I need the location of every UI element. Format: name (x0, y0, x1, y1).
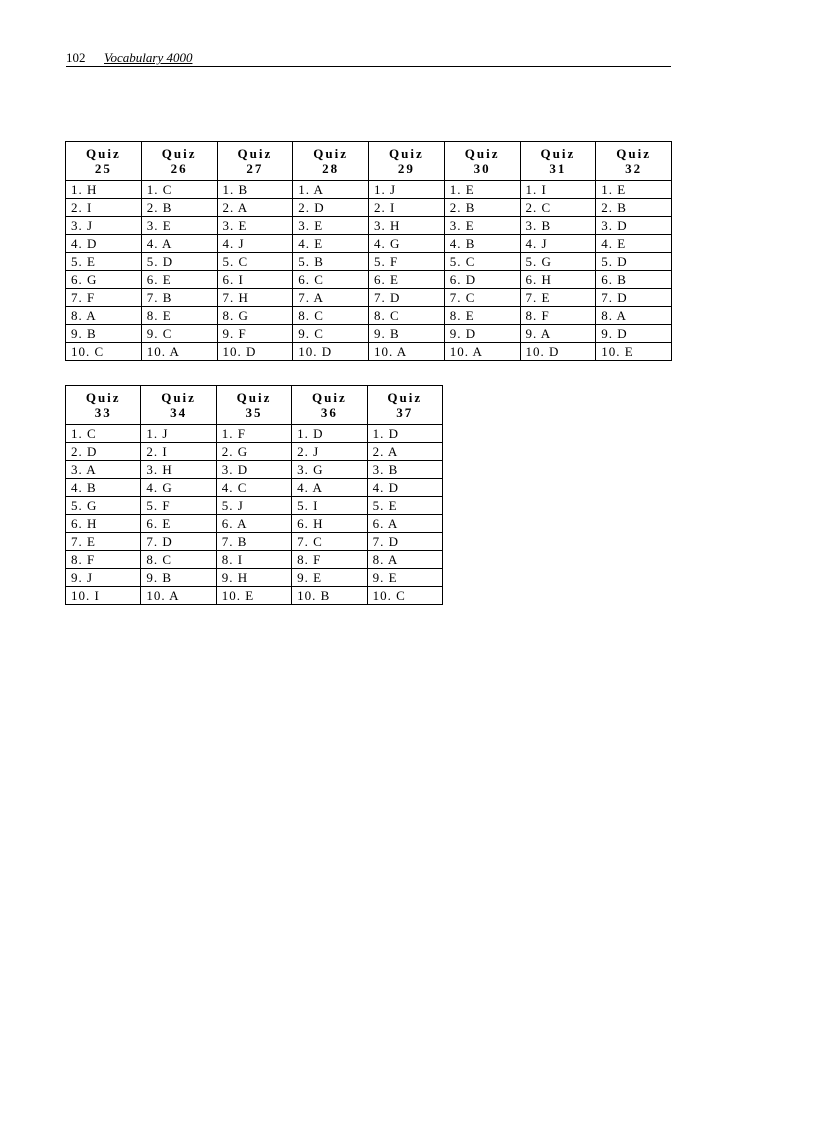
answer-row (66, 533, 443, 551)
answer-cell: 5. G (66, 497, 141, 515)
quiz-number: 28 (322, 161, 340, 176)
answer-cell: 3. B (367, 461, 442, 479)
answer-cell: 5. D (141, 253, 217, 271)
quiz-header (66, 386, 141, 425)
answer-cell: 6. I (217, 271, 293, 289)
quiz-label: Quiz (85, 390, 121, 405)
answer-cell: 4. D (367, 479, 442, 497)
quiz-header (292, 386, 367, 425)
answer-row (66, 217, 672, 235)
answer-cell: 9. H (216, 569, 291, 587)
answer-cell: 7. E (520, 289, 596, 307)
answer-row (66, 497, 443, 515)
answer-row (66, 569, 443, 587)
answer-cell: 2. A (367, 443, 442, 461)
answer-cell: 3. E (141, 217, 217, 235)
quiz-header-row (66, 386, 443, 425)
answer-cell: 1. I (520, 181, 596, 199)
answer-cell: 6. C (293, 271, 369, 289)
answer-row (66, 443, 443, 461)
answer-cell: 1. D (292, 425, 367, 443)
answer-cell: 2. J (292, 443, 367, 461)
answer-row (66, 587, 443, 605)
quiz-number: 26 (170, 161, 188, 176)
quiz-number: 27 (246, 161, 264, 176)
answer-cell: 9. B (369, 325, 445, 343)
answer-cell: 1. A (293, 181, 369, 199)
answer-cell: 4. E (596, 235, 672, 253)
quiz-number: 25 (94, 161, 112, 176)
answer-cell: 7. C (292, 533, 367, 551)
answer-cell: 5. J (216, 497, 291, 515)
answer-cell: 7. D (369, 289, 445, 307)
answer-cell: 9. F (217, 325, 293, 343)
answer-row (66, 199, 672, 217)
quiz-header-row (66, 142, 672, 181)
answer-cell: 8. A (367, 551, 442, 569)
answer-cell: 10. A (369, 343, 445, 361)
answer-cell: 10. A (141, 587, 216, 605)
answer-cell: 3. J (66, 217, 142, 235)
answer-cell: 3. E (217, 217, 293, 235)
answer-row (66, 325, 672, 343)
answer-cell: 2. B (141, 199, 217, 217)
answer-cell: 5. G (520, 253, 596, 271)
answer-cell: 8. C (293, 307, 369, 325)
quiz-number: 30 (473, 161, 491, 176)
answer-cell: 1. F (216, 425, 291, 443)
answer-cell: 10. E (596, 343, 672, 361)
answer-key-table-2 (65, 385, 443, 605)
answer-cell: 9. J (66, 569, 141, 587)
answer-cell: 7. D (367, 533, 442, 551)
answer-cell: 8. G (217, 307, 293, 325)
answer-cell: 4. A (141, 235, 217, 253)
quiz-number: 29 (397, 161, 415, 176)
answer-cell: 10. D (520, 343, 596, 361)
answer-cell: 4. D (66, 235, 142, 253)
answer-cell: 10. D (293, 343, 369, 361)
answer-cell: 9. B (66, 325, 142, 343)
quiz-label: Quiz (616, 146, 651, 161)
quiz-header (66, 142, 142, 181)
answer-key-table-1 (65, 141, 672, 361)
quiz-label: Quiz (161, 390, 196, 405)
answer-cell: 3. D (216, 461, 291, 479)
quiz-label: Quiz (389, 146, 424, 161)
answer-cell: 9. B (141, 569, 216, 587)
answer-cell: 9. E (292, 569, 367, 587)
answer-cell: 9. C (141, 325, 217, 343)
answer-cell: 3. B (520, 217, 596, 235)
answer-cell: 7. C (444, 289, 520, 307)
quiz-header (444, 142, 520, 181)
answer-cell: 9. C (293, 325, 369, 343)
answer-row (66, 343, 672, 361)
answer-cell: 4. E (293, 235, 369, 253)
answer-cell: 3. A (66, 461, 141, 479)
answer-cell: 9. D (596, 325, 672, 343)
book-title: Vocabulary 4000 (104, 50, 193, 65)
answer-cell: 8. E (141, 307, 217, 325)
answer-cell: 3. H (141, 461, 216, 479)
answer-cell: 3. E (444, 217, 520, 235)
answer-cell: 8. F (292, 551, 367, 569)
answer-cell: 10. E (216, 587, 291, 605)
answer-cell: 7. F (66, 289, 142, 307)
quiz-number: 33 (94, 405, 112, 420)
answer-cell: 10. C (367, 587, 442, 605)
quiz-header (217, 142, 293, 181)
answer-cell: 6. G (66, 271, 142, 289)
answer-cell: 2. I (66, 199, 142, 217)
answer-cell: 8. E (444, 307, 520, 325)
quiz-header (520, 142, 596, 181)
answer-cell: 7. D (596, 289, 672, 307)
answer-row (66, 515, 443, 533)
answer-cell: 4. B (444, 235, 520, 253)
quiz-header (369, 142, 445, 181)
answer-cell: 6. D (444, 271, 520, 289)
answer-cell: 1. B (217, 181, 293, 199)
answer-cell: 4. G (141, 479, 216, 497)
quiz-header (141, 142, 217, 181)
answer-cell: 10. A (141, 343, 217, 361)
answer-cell: 5. C (217, 253, 293, 271)
quiz-label: Quiz (86, 146, 121, 161)
answer-row (66, 461, 443, 479)
answer-cell: 2. I (369, 199, 445, 217)
answer-row (66, 551, 443, 569)
answer-row (66, 425, 443, 443)
quiz-header (216, 386, 291, 425)
answer-cell: 1. E (444, 181, 520, 199)
quiz-label: Quiz (464, 146, 500, 161)
quiz-number: 32 (625, 161, 643, 176)
answer-cell: 6. H (520, 271, 596, 289)
answer-cell: 4. B (66, 479, 141, 497)
answer-cell: 1. J (141, 425, 216, 443)
answer-cell: 9. E (367, 569, 442, 587)
answer-cell: 2. B (596, 199, 672, 217)
answer-cell: 8. A (596, 307, 672, 325)
answer-cell: 5. F (141, 497, 216, 515)
answer-row (66, 253, 672, 271)
answer-row (66, 271, 672, 289)
answer-cell: 3. H (369, 217, 445, 235)
quiz-label: Quiz (540, 146, 576, 161)
answer-cell: 7. B (216, 533, 291, 551)
answer-cell: 5. E (367, 497, 442, 515)
quiz-label: Quiz (236, 390, 272, 405)
answer-cell: 5. D (596, 253, 672, 271)
answer-cell: 6. B (596, 271, 672, 289)
answer-cell: 4. J (217, 235, 293, 253)
answer-cell: 6. E (141, 515, 216, 533)
page-header (66, 50, 671, 67)
answer-cell: 7. E (66, 533, 141, 551)
quiz-header (141, 386, 216, 425)
answer-cell: 6. A (216, 515, 291, 533)
answer-cell: 2. A (217, 199, 293, 217)
answer-cell: 1. J (369, 181, 445, 199)
answer-row (66, 307, 672, 325)
answer-cell: 2. I (141, 443, 216, 461)
answer-row (66, 289, 672, 307)
answer-cell: 5. I (292, 497, 367, 515)
answer-cell: 5. C (444, 253, 520, 271)
answer-cell: 1. C (141, 181, 217, 199)
answer-cell: 2. D (293, 199, 369, 217)
answer-cell: 2. B (444, 199, 520, 217)
answer-cell: 3. D (596, 217, 672, 235)
answer-cell: 2. G (216, 443, 291, 461)
quiz-label: Quiz (313, 146, 348, 161)
quiz-label: Quiz (387, 390, 423, 405)
answer-cell: 5. E (66, 253, 142, 271)
quiz-label: Quiz (161, 146, 197, 161)
answer-cell: 3. G (292, 461, 367, 479)
quiz-number: 34 (170, 405, 188, 420)
answer-cell: 6. H (66, 515, 141, 533)
answer-cell: 3. E (293, 217, 369, 235)
answer-cell: 9. A (520, 325, 596, 343)
quiz-label: Quiz (237, 146, 273, 161)
answer-cell: 8. C (141, 551, 216, 569)
answer-cell: 4. A (292, 479, 367, 497)
quiz-header (293, 142, 369, 181)
answer-cell: 4. J (520, 235, 596, 253)
quiz-number: 37 (396, 405, 414, 420)
answer-row (66, 479, 443, 497)
answer-cell: 9. D (444, 325, 520, 343)
answer-cell: 8. A (66, 307, 142, 325)
answer-cell: 1. H (66, 181, 142, 199)
answer-cell: 2. C (520, 199, 596, 217)
answer-cell: 2. D (66, 443, 141, 461)
answer-cell: 4. C (216, 479, 291, 497)
answer-cell: 10. C (66, 343, 142, 361)
answer-cell: 6. A (367, 515, 442, 533)
answer-cell: 7. A (293, 289, 369, 307)
answer-row (66, 235, 672, 253)
quiz-number: 35 (245, 405, 263, 420)
quiz-number: 36 (320, 405, 338, 420)
answer-cell: 10. A (444, 343, 520, 361)
quiz-label: Quiz (312, 390, 347, 405)
answer-cell: 10. B (292, 587, 367, 605)
answer-cell: 8. F (520, 307, 596, 325)
quiz-header (367, 386, 442, 425)
answer-cell: 8. C (369, 307, 445, 325)
answer-cell: 1. D (367, 425, 442, 443)
answer-cell: 10. I (66, 587, 141, 605)
answer-cell: 7. D (141, 533, 216, 551)
answer-cell: 1. E (596, 181, 672, 199)
answer-cell: 5. F (369, 253, 445, 271)
page-number: 102 (66, 50, 86, 65)
answer-cell: 6. H (292, 515, 367, 533)
answer-cell: 8. I (216, 551, 291, 569)
answer-cell: 4. G (369, 235, 445, 253)
answer-cell: 5. B (293, 253, 369, 271)
quiz-header (596, 142, 672, 181)
answer-cell: 1. C (66, 425, 141, 443)
answer-row (66, 181, 672, 199)
quiz-number: 31 (549, 161, 567, 176)
answer-cell: 8. F (66, 551, 141, 569)
answer-cell: 6. E (141, 271, 217, 289)
answer-cell: 10. D (217, 343, 293, 361)
answer-cell: 6. E (369, 271, 445, 289)
answer-cell: 7. B (141, 289, 217, 307)
answer-cell: 7. H (217, 289, 293, 307)
